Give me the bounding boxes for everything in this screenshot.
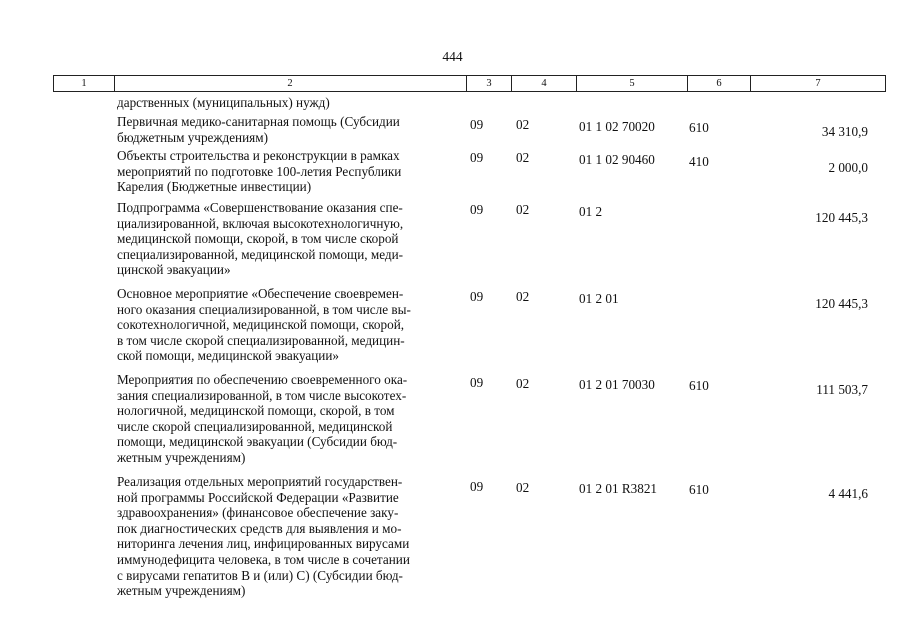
name-line: Карелия (Бюджетные инвестиции) — [117, 179, 312, 195]
name-line: пок диагностических средств для выявления и мо- — [117, 520, 402, 536]
column-header-7: 7 — [815, 78, 821, 89]
name-line: помощи, медицинской эвакуации (Субсидии бюд- — [117, 434, 398, 450]
name-line: Мероприятия по обеспечению своевременного ока- — [117, 372, 408, 387]
sum-cell: 2 000,0 — [828, 160, 868, 175]
name-line: Объекты строительства и реконструкции в рамках — [117, 148, 400, 163]
name-line: бюджетным учреждениям) — [117, 129, 268, 145]
razdel-cell: 09 — [470, 289, 484, 304]
podrazdel-cell: 02 — [516, 202, 530, 217]
razdel-cell: 09 — [470, 202, 484, 217]
podrazdel-cell: 02 — [516, 117, 530, 132]
name-line: цинской эвакуации» — [117, 262, 231, 278]
csr-cell: 01 2 01 — [579, 291, 619, 306]
name-line: циализированной, включая высокотехнологичную, — [117, 215, 404, 231]
sum-cell: 34 310,9 — [821, 124, 868, 139]
name-line: числе скорой специализированной, медицинской — [117, 418, 393, 434]
name-line: сокотехнологичной, медицинской помощи, скорой, — [117, 317, 405, 333]
column-header-4: 4 — [541, 78, 547, 89]
name-line: Реализация отдельных мероприятий государствен- — [117, 474, 403, 489]
name-line: Первичная медико-санитарная помощь (Субсидии — [117, 114, 400, 129]
column-header-1: 1 — [81, 78, 87, 89]
name-line: ной программы Российской Федерации «Развитие — [117, 489, 399, 505]
razdel-cell: 09 — [470, 150, 484, 165]
row-name — [117, 200, 462, 278]
name-line: в том числе скорой специализированной, медицин- — [117, 332, 405, 348]
name-line: мероприятий по подготовке 100-летия Республики — [117, 163, 402, 179]
name-line: нологичной, медицинской помощи, скорой, в том — [117, 403, 395, 419]
csr-cell: 01 2 01 70030 — [579, 377, 655, 392]
row-name — [117, 95, 462, 111]
sum-cell: 111 503,7 — [816, 382, 868, 397]
vr-cell: 610 — [689, 378, 709, 393]
table-header — [53, 75, 886, 92]
name-line: Основное мероприятие «Обеспечение своевремен- — [117, 286, 404, 301]
row-name — [117, 474, 462, 599]
sum-cell: 4 441,6 — [828, 486, 868, 501]
column-header-5: 5 — [629, 78, 635, 89]
name-line: ской помощи, медицинской эвакуации» — [117, 348, 340, 364]
name-line: с вирусами гепатитов В и (или) С) (Субсидии бюд- — [117, 567, 403, 583]
razdel-cell: 09 — [470, 375, 484, 390]
name-line: специализированной, медицинской помощи, меди- — [117, 246, 404, 262]
csr-cell: 01 1 02 90460 — [579, 152, 655, 167]
name-line: жетным учреждениям) — [117, 583, 246, 599]
csr-cell: 01 2 01 R3821 — [579, 481, 658, 496]
sum-cell: 120 445,3 — [815, 210, 868, 225]
podrazdel-cell: 02 — [516, 289, 530, 304]
csr-cell: 01 2 — [579, 204, 603, 219]
name-line: здравоохранения» (финансовое обеспечение заку- — [117, 505, 399, 521]
name-line: иммунодефицита человека, в том числе в сочетании — [117, 551, 410, 567]
csr-cell: 01 1 02 70020 — [579, 119, 655, 134]
name-line: ного оказания специализированной, в том числе вы- — [117, 301, 411, 317]
row-name — [117, 372, 462, 466]
vr-cell: 610 — [689, 120, 709, 135]
name-line: медицинской помощи, скорой, в том числе скорой — [117, 231, 399, 247]
podrazdel-cell: 02 — [516, 150, 530, 165]
podrazdel-cell: 02 — [516, 376, 530, 391]
name-line: жетным учреждениям) — [117, 449, 246, 465]
name-line: дарственных (муниципальных) нужд) — [117, 95, 330, 110]
column-header-2: 2 — [287, 78, 293, 89]
page-number: 444 — [442, 49, 463, 64]
podrazdel-cell: 02 — [516, 480, 530, 495]
vr-cell: 610 — [689, 482, 709, 497]
column-header-6: 6 — [716, 78, 722, 89]
name-line: ниторинга лечения лиц, инфицированных вирусами — [117, 536, 410, 552]
name-line: зания специализированной, в том числе высокотех- — [117, 387, 407, 403]
name-line: Подпрограмма «Совершенствование оказания спе- — [117, 200, 403, 215]
vr-cell: 410 — [689, 154, 709, 169]
row-name — [117, 286, 462, 364]
row-name — [117, 148, 462, 195]
column-header-3: 3 — [486, 78, 492, 89]
row-name — [117, 114, 462, 145]
razdel-cell: 09 — [470, 117, 484, 132]
sum-cell: 120 445,3 — [815, 296, 868, 311]
razdel-cell: 09 — [470, 479, 484, 494]
